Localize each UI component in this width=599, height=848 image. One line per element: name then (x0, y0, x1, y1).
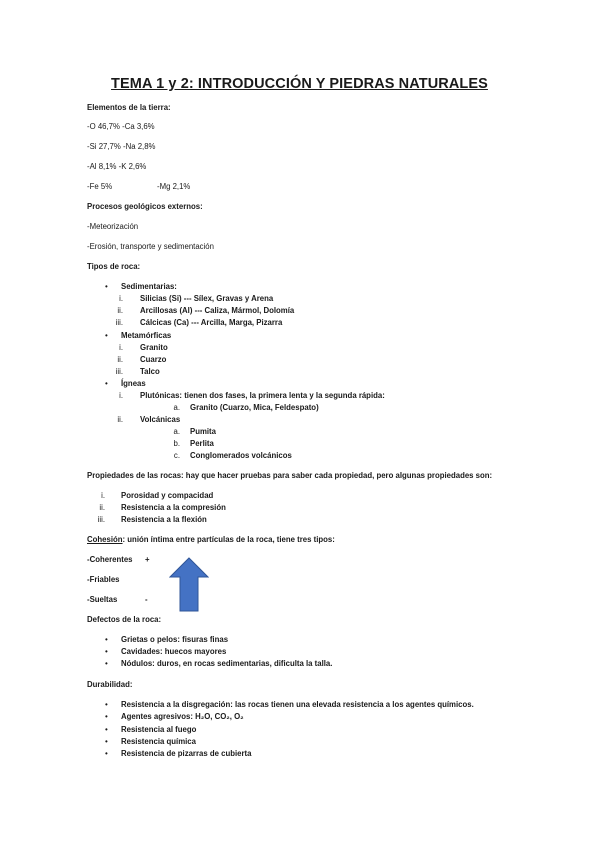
bullet-icon: • (105, 737, 108, 746)
list-item: Cuarzo (140, 355, 167, 364)
elementos-line: -O 46,7% -Ca 3,6% (87, 122, 155, 131)
bullet-icon: • (105, 659, 108, 668)
list-number: ii. (99, 503, 105, 512)
bullet-icon: • (105, 647, 108, 656)
page-title: TEMA 1 y 2: INTRODUCCIÓN Y PIEDRAS NATURALES (111, 76, 488, 92)
elementos-line: -Al 8,1% -K 2,6% (87, 162, 147, 171)
list-item: Arcillosas (Al) --- Caliza, Mármol, Dolomía (140, 306, 295, 315)
list-item: Agentes agresivos: H₂O, CO₂, O₂ (121, 712, 244, 721)
list-letter: b. (173, 439, 180, 448)
list-item: Perlita (190, 439, 214, 448)
bullet-icon: • (105, 379, 108, 388)
list-item: Granito (140, 343, 168, 352)
list-item: Resistencia química (121, 737, 196, 746)
list-number: i. (101, 491, 105, 500)
plus-sign: + (145, 555, 150, 564)
plutonicas-item: Plutónicas: tienen dos fases, la primera lenta y la segunda rápida: (140, 391, 385, 400)
list-letter: a. (173, 427, 180, 436)
friables-label: -Friables (87, 575, 120, 584)
igneas-label: Ígneas (121, 379, 146, 388)
elementos-line-mg: -Mg 2,1% (157, 182, 191, 191)
list-item: Resistencia a la disgregación: las rocas tienen una elevada resistencia a los agentes químicos. (121, 700, 474, 709)
list-item: Silicias (Si) --- Sílex, Gravas y Arena (140, 294, 274, 303)
list-item: Porosidad y compacidad (121, 491, 214, 500)
cohesion-line (87, 535, 335, 545)
bullet-icon: • (105, 331, 108, 340)
list-number: iii. (115, 367, 123, 376)
defectos-heading: Defectos de la roca: (87, 615, 162, 624)
metamorficas-label: Metamórficas (121, 331, 172, 340)
list-item: Conglomerados volcánicos (190, 451, 292, 460)
list-number: i. (119, 343, 123, 352)
cohesion-term: Cohesión (87, 535, 123, 544)
elementos-line: -Si 27,7% -Na 2,8% (87, 142, 156, 151)
list-item: Talco (140, 367, 160, 376)
procesos-item: -Meteorización (87, 222, 139, 231)
minus-sign: - (145, 595, 148, 604)
sedimentarias-label: Sedimentarias: (121, 282, 177, 291)
list-item: Resistencia a la compresión (121, 503, 226, 512)
list-number: iii. (97, 515, 105, 524)
procesos-heading: Procesos geológicos externos: (87, 202, 203, 211)
elementos-heading: Elementos de la tierra: (87, 103, 171, 112)
list-item: Nódulos: duros, en rocas sedimentarias, dificulta la talla. (121, 659, 333, 668)
list-item: Pumita (190, 427, 216, 436)
bullet-icon: • (105, 725, 108, 734)
list-letter: c. (173, 451, 180, 460)
coherentes-label: -Coherentes (87, 555, 133, 564)
list-number: ii. (117, 306, 123, 315)
list-number: iii. (115, 318, 123, 327)
durabilidad-heading: Durabilidad: (87, 680, 133, 689)
sueltas-label: -Sueltas (87, 595, 118, 604)
list-item: Resistencia a la flexión (121, 515, 207, 524)
elementos-line-fe: -Fe 5% (87, 182, 113, 191)
bullet-icon: • (105, 712, 108, 721)
list-letter: a. (173, 403, 180, 412)
cohesion-definition: : unión íntima entre partículas de la roca, tiene tres tipos: (122, 535, 335, 544)
procesos-item: -Erosión, transporte y sedimentación (87, 242, 214, 251)
up-arrow-icon (169, 557, 209, 613)
volcanicas-item: Volcánicas (140, 415, 181, 424)
list-number: ii. (117, 415, 123, 424)
propiedades-heading: Propiedades de las rocas: hay que hacer pruebas para saber cada propiedad, pero algunas propiedades son: (87, 471, 493, 480)
list-item: Resistencia de pizarras de cubierta (121, 749, 252, 758)
bullet-icon: • (105, 700, 108, 709)
list-item: Granito (Cuarzo, Mica, Feldespato) (190, 403, 319, 412)
bullet-icon: • (105, 749, 108, 758)
list-number: ii. (117, 355, 123, 364)
list-item: Grietas o pelos: fisuras finas (121, 635, 229, 644)
list-item: Resistencia al fuego (121, 725, 197, 734)
bullet-icon: • (105, 282, 108, 291)
list-number: i. (119, 294, 123, 303)
list-item: Cavidades: huecos mayores (121, 647, 227, 656)
list-number: i. (119, 391, 123, 400)
tipos-heading: Tipos de roca: (87, 262, 141, 271)
bullet-icon: • (105, 635, 108, 644)
list-item: Cálcicas (Ca) --- Arcilla, Marga, Pizarra (140, 318, 283, 327)
